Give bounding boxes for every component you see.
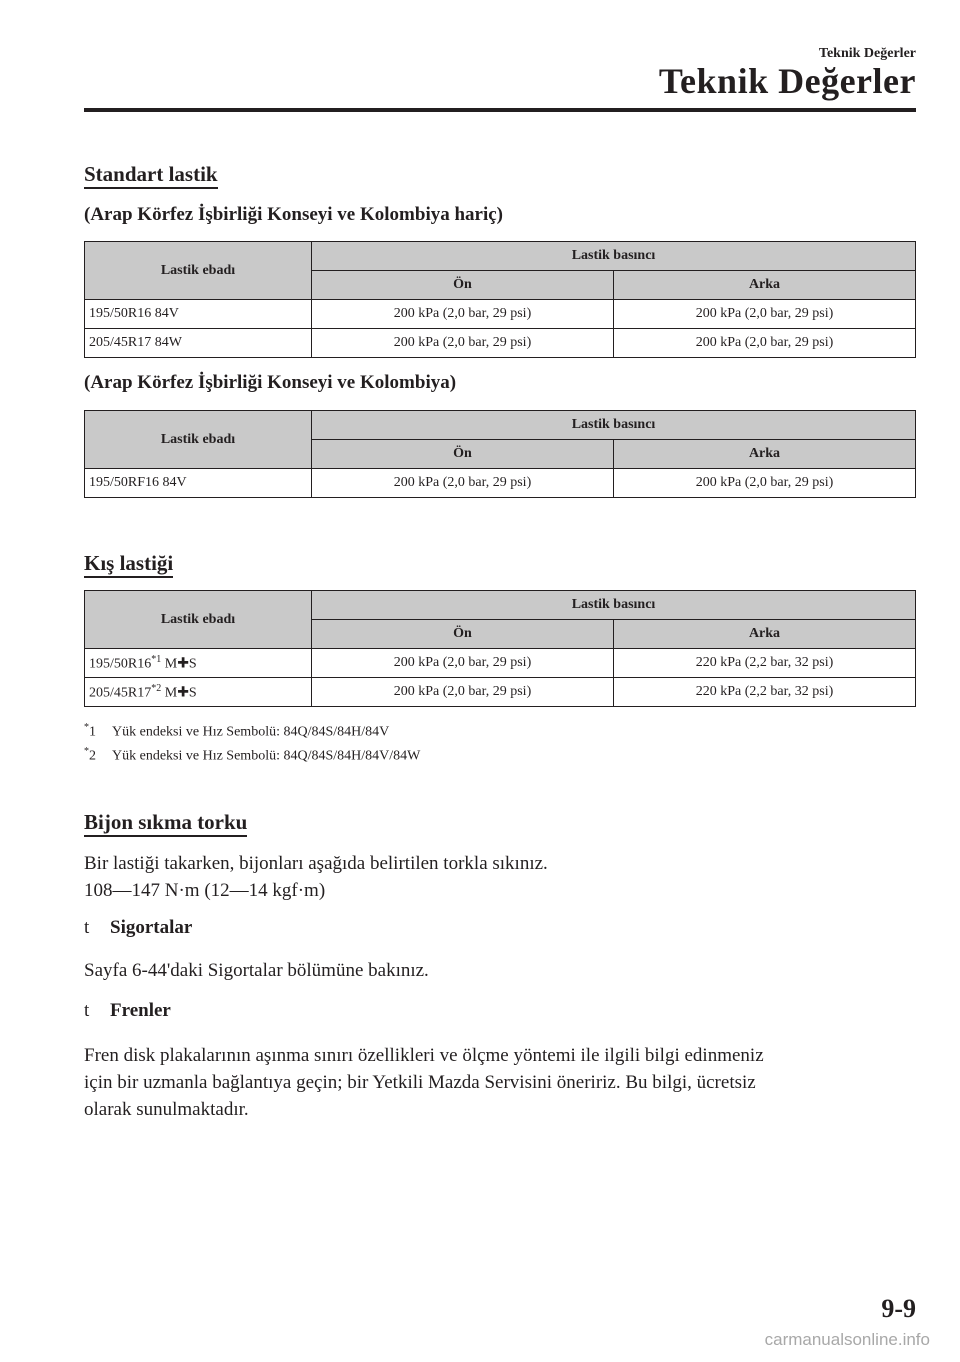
mud-snow-plus-icon: ✚ xyxy=(177,655,189,672)
col-header-tire-pressure: Lastik basıncı xyxy=(312,242,916,271)
table-row xyxy=(85,469,916,498)
running-header: Teknik Değerler xyxy=(818,46,916,61)
table-row xyxy=(85,649,916,678)
col-header-rear: Arka xyxy=(614,271,916,300)
front-pressure: 200 kPa (2,0 bar, 29 psi) xyxy=(312,649,614,678)
tire-size: 195/50R16 84V xyxy=(85,300,312,329)
front-pressure: 200 kPa (2,0 bar, 29 psi) xyxy=(312,469,614,498)
standard-tire-table-1 xyxy=(84,241,916,358)
brakes-text-line-1: Fren disk plakalarının aşınma sınırı özellikleri ve ölçme yöntemi ile ilgili bilgi edinmeniz xyxy=(84,1045,764,1066)
fuses-text: Sayfa 6-44'daki Sigortalar bölümüne bakınız. xyxy=(84,960,429,981)
rear-pressure: 220 kPa (2,2 bar, 32 psi) xyxy=(614,649,916,678)
lug-nut-instruction: Bir lastiği takarken, bijonları aşağıda belirtilen torkla sıkınız. xyxy=(84,853,548,874)
brakes-text-line-2: için bir uzmanla bağlantıya geçin; bir Yetkili Mazda Servisini öneririz. Bu bilgi, ücretsiz xyxy=(84,1072,756,1093)
winter-tire-table xyxy=(84,590,916,707)
subtitle-gcc: (Arap Körfez İşbirliği Konseyi ve Kolombiya) xyxy=(84,372,457,393)
header-rule xyxy=(84,108,916,112)
table-row xyxy=(85,678,916,707)
subtitle-excluding-gcc: (Arap Körfez İşbirliği Konseyi ve Kolombiya hariç) xyxy=(84,204,504,225)
brakes-heading: t Frenler xyxy=(84,1000,171,1021)
col-header-tire-pressure: Lastik basıncı xyxy=(312,411,916,440)
front-pressure: 200 kPa (2,0 bar, 29 psi) xyxy=(312,329,614,358)
col-header-tire-size: Lastik ebadı xyxy=(85,411,312,469)
table-row xyxy=(85,300,916,329)
brakes-text-line-3: olarak sunulmaktadır. xyxy=(84,1099,249,1120)
rear-pressure: 220 kPa (2,2 bar, 32 psi) xyxy=(614,678,916,707)
fuses-heading: t Sigortalar xyxy=(84,917,193,938)
section-title-winter-tire: Kış lastiği xyxy=(84,551,173,576)
front-pressure: 200 kPa (2,0 bar, 29 psi) xyxy=(312,300,614,329)
tire-size: 205/45R17$^{*2}$ M✚S xyxy=(85,678,312,707)
col-header-tire-size: Lastik ebadı xyxy=(85,591,312,649)
bullet-icon: t xyxy=(84,1000,90,1021)
watermark: carmanualsonline.info xyxy=(764,1330,930,1349)
standard-tire-table-2 xyxy=(84,410,916,498)
bullet-icon: t xyxy=(84,917,90,938)
col-header-rear: Arka xyxy=(614,620,916,649)
col-header-tire-size: Lastik ebadı xyxy=(85,242,312,300)
col-header-front: Ön xyxy=(312,620,614,649)
col-header-tire-pressure: Lastik basıncı xyxy=(312,591,916,620)
tire-size: 195/50RF16 84V xyxy=(85,469,312,498)
rear-pressure: 200 kPa (2,0 bar, 29 psi) xyxy=(614,329,916,358)
col-header-front: Ön xyxy=(312,271,614,300)
tire-size: 195/50R16$^{*1}$ M✚S xyxy=(85,649,312,678)
rear-pressure: 200 kPa (2,0 bar, 29 psi) xyxy=(614,300,916,329)
tire-size: 205/45R17 84W xyxy=(85,329,312,358)
footnote-mark: *2 xyxy=(151,682,162,694)
col-header-front: Ön xyxy=(312,440,614,469)
footnote-mark: *1 xyxy=(151,653,162,665)
front-pressure: 200 kPa (2,0 bar, 29 psi) xyxy=(312,678,614,707)
page-number: 9-9 xyxy=(881,1294,916,1323)
lug-nut-torque-value: 108―147 N·m (12―14 kgf·m) xyxy=(84,880,326,901)
chapter-title: Teknik Değerler xyxy=(658,61,916,101)
table-row xyxy=(85,329,916,358)
footnote-2: *2 Yük endeksi ve Hız Sembolü: 84Q/84S/84H/84V/84W xyxy=(84,746,421,764)
section-title-lug-nut: Bijon sıkma torku xyxy=(84,810,247,835)
footnote-1: *1 Yük endeksi ve Hız Sembolü: 84Q/84S/84H/84V xyxy=(84,722,390,740)
section-title-standard-tire: Standart lastik xyxy=(84,162,218,187)
col-header-rear: Arka xyxy=(614,440,916,469)
mud-snow-plus-icon: ✚ xyxy=(177,684,189,701)
rear-pressure: 200 kPa (2,0 bar, 29 psi) xyxy=(614,469,916,498)
